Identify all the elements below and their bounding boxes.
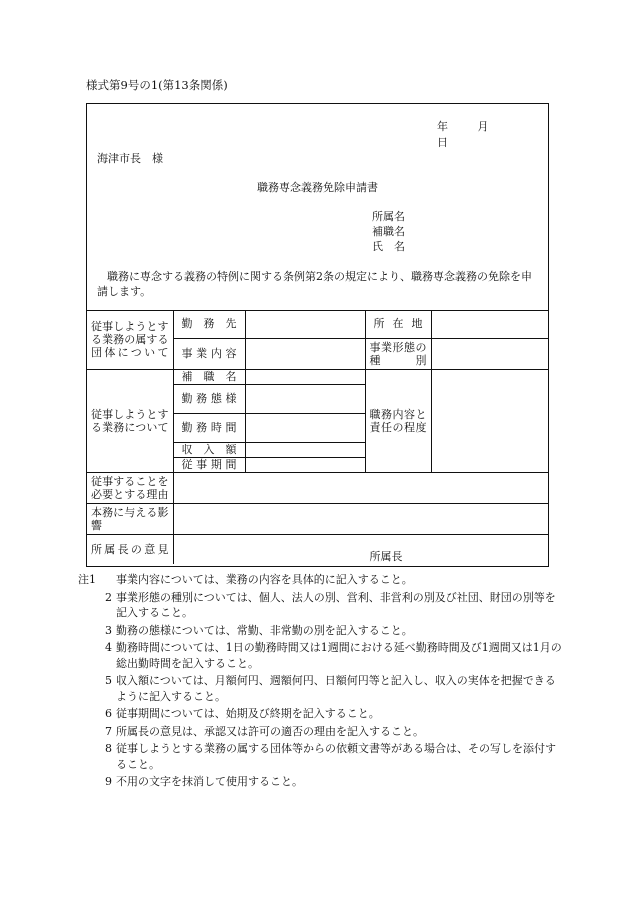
note-text: 事業内容については、業務の内容を具体的に記入すること。 <box>116 573 413 586</box>
document-title: 職務専念義務免除申請書 <box>257 181 378 194</box>
date-fields <box>437 118 548 150</box>
income-label: 収入額 <box>173 442 245 457</box>
form-header <box>87 104 548 311</box>
business-label: 事業内容 <box>173 338 245 369</box>
org-section-header: 従事しようとする業務の属する団体について <box>87 310 173 369</box>
note-item <box>86 706 566 722</box>
impact-field[interactable] <box>173 503 548 534</box>
note-number: 9 <box>105 775 112 788</box>
position-label: 補職名 <box>372 225 405 238</box>
note-text: 勤務の態様については、常勤、非常勤の別を記入すること。 <box>116 623 413 637</box>
duty-label: 職務内容と責任の程度 <box>365 369 431 472</box>
job-title-label: 補職名 <box>173 369 245 384</box>
note-number: 4 <box>105 641 112 654</box>
period-field[interactable] <box>245 457 365 472</box>
affiliation-label: 所属名 <box>372 210 405 223</box>
note-item <box>86 640 566 671</box>
chief-opinion-field[interactable] <box>173 534 548 564</box>
note-number: 5 <box>105 674 112 687</box>
business-field[interactable] <box>245 338 365 369</box>
note-text: 勤務時間については、1日の勤務時間又は1週間における延べ勤務時間及び1週間又は1月の総出勤時間を記入すること。 <box>116 641 562 670</box>
addressee: 海津市長 様 <box>97 152 163 165</box>
note-item <box>78 572 566 588</box>
form-label: 様式第9号の1(第13条関係) <box>86 78 228 92</box>
work-hours-field[interactable] <box>245 413 365 442</box>
note-item <box>86 724 566 740</box>
note-item <box>86 623 566 639</box>
workplace-label: 勤務先 <box>173 310 245 338</box>
note-text: 所属長の意見は、承認又は許可の適否の理由を記入すること。 <box>116 724 424 738</box>
notes-list <box>78 572 566 792</box>
note-text: 従事しようとする業務の属する団体等からの依頼文書等がある場合は、その写しを添付すること。 <box>116 742 556 771</box>
note-item <box>86 673 566 704</box>
period-label: 従事期間 <box>173 457 245 472</box>
date-month-label: 月 <box>477 120 489 133</box>
location-field[interactable] <box>431 310 548 338</box>
business-type-field[interactable] <box>431 338 548 369</box>
note-number: 2 <box>105 590 112 604</box>
name-label: 氏 名 <box>372 240 405 253</box>
income-field[interactable] <box>245 442 365 457</box>
note-item <box>86 774 566 790</box>
workplace-field[interactable] <box>245 310 365 338</box>
applicant-fields <box>372 209 405 254</box>
business-type-label: 事業形態の種別 <box>365 338 431 369</box>
body-text: 職務に専念する義務の特例に関する条例第2条の規定により、職務専念義務の免除を申請します。 <box>97 270 532 298</box>
note-number: 8 <box>105 742 112 755</box>
work-mode-field[interactable] <box>245 384 365 413</box>
note-number: 7 <box>105 724 112 738</box>
note-text: 不用の文字を抹消して使用すること。 <box>116 775 303 788</box>
note-item <box>86 590 566 621</box>
date-day-label: 日 <box>437 136 448 149</box>
chief-opinion-label: 所属長の意見 <box>87 534 173 564</box>
note-number: 6 <box>105 707 112 720</box>
note-text: 収入額については、月額何円、週額何円、日額何円等と記入し、収入の実体を把握できるように記入すること。 <box>116 674 556 703</box>
impact-label: 本務に与える影響 <box>87 503 173 534</box>
note-text: 従事期間については、始期及び終期を記入すること。 <box>116 707 380 720</box>
note-item <box>86 741 566 772</box>
note-number: 3 <box>105 623 112 637</box>
reason-label: 従事することを必要とする理由 <box>87 472 173 503</box>
job-title-field[interactable] <box>245 369 365 384</box>
reason-field[interactable] <box>173 472 548 503</box>
note-number: 注1 <box>78 573 96 586</box>
note-text: 事業形態の種別については、個人、法人の別、営利、非営利の別及び社団、財団の別等を記入すること。 <box>116 590 556 619</box>
application-table <box>87 310 548 564</box>
application-form <box>86 103 549 567</box>
work-mode-label: 勤務態様 <box>173 384 245 413</box>
work-section-header: 従事しようとする業務について <box>87 369 173 472</box>
chief-sign-label: 所属長 <box>369 549 403 563</box>
duty-field[interactable] <box>431 369 548 472</box>
work-hours-label: 勤務時間 <box>173 413 245 442</box>
date-year-label: 年 <box>437 120 448 133</box>
location-label: 所在地 <box>365 310 431 338</box>
